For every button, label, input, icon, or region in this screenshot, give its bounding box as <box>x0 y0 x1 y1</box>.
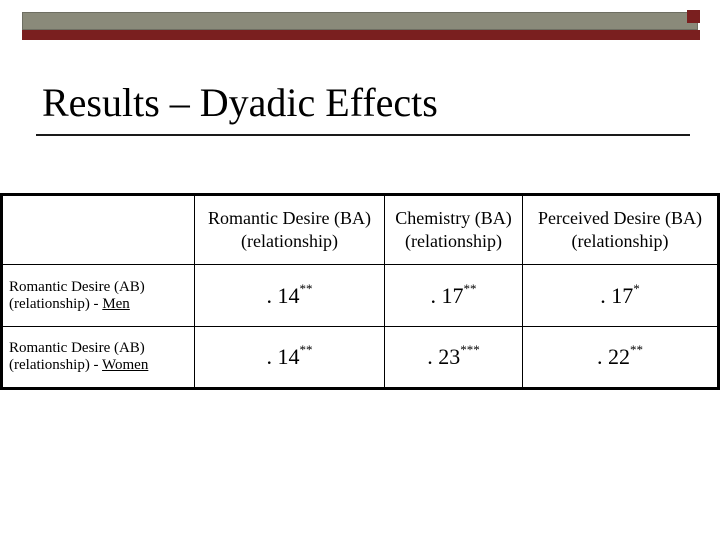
value-cell <box>523 327 719 389</box>
column-header <box>523 195 719 265</box>
row-label-line <box>9 296 194 313</box>
column-header <box>385 195 523 265</box>
value-cell <box>385 327 523 389</box>
significance-marker: * <box>633 280 640 296</box>
coefficient: . 22 <box>597 344 630 369</box>
row-label-prefix: (relationship) - <box>9 357 103 373</box>
row-label <box>2 265 195 327</box>
row-label-line <box>9 357 194 374</box>
column-header-label: Perceived Desire (BA) <box>538 208 702 228</box>
row-label <box>2 327 195 389</box>
table-row <box>2 265 719 327</box>
row-label-line: Romantic Desire (AB) <box>9 278 145 295</box>
significance-marker: ** <box>630 342 643 357</box>
row-label-group: Women <box>102 357 149 373</box>
significance-marker: ** <box>299 342 313 357</box>
value-cell <box>195 265 385 327</box>
significance-marker: ** <box>463 280 477 296</box>
column-header-sublabel: (relationship) <box>405 231 502 251</box>
corner-cell <box>2 195 195 265</box>
column-header-label: Chemistry (BA) <box>395 208 512 228</box>
row-label-group: Men <box>102 295 130 312</box>
dyadic-effects-table <box>0 193 720 390</box>
top-accent-stripe <box>22 30 700 40</box>
significance-marker: ** <box>299 280 313 296</box>
coefficient: . 17 <box>600 282 634 308</box>
slide-title: Results – Dyadic Effects <box>42 80 438 125</box>
table-row <box>2 327 719 389</box>
significance-marker: *** <box>460 342 480 357</box>
top-decorative-band <box>22 12 698 30</box>
column-header <box>195 195 385 265</box>
coefficient: . 14 <box>266 344 300 369</box>
value-cell <box>195 327 385 389</box>
row-label-prefix: (relationship) - <box>9 295 103 312</box>
coefficient: . 17 <box>430 282 464 308</box>
column-header-sublabel: (relationship) <box>241 231 338 251</box>
coefficient: . 23 <box>427 344 461 369</box>
row-label-line: Romantic Desire (AB) <box>9 340 145 356</box>
title-underline <box>36 134 690 136</box>
column-header-label: Romantic Desire (BA) <box>208 208 371 228</box>
table-header-row <box>2 195 719 265</box>
coefficient: . 14 <box>266 282 300 308</box>
top-accent-square <box>687 10 700 23</box>
value-cell <box>385 265 523 327</box>
column-header-sublabel: (relationship) <box>571 231 669 251</box>
value-cell <box>523 265 719 327</box>
